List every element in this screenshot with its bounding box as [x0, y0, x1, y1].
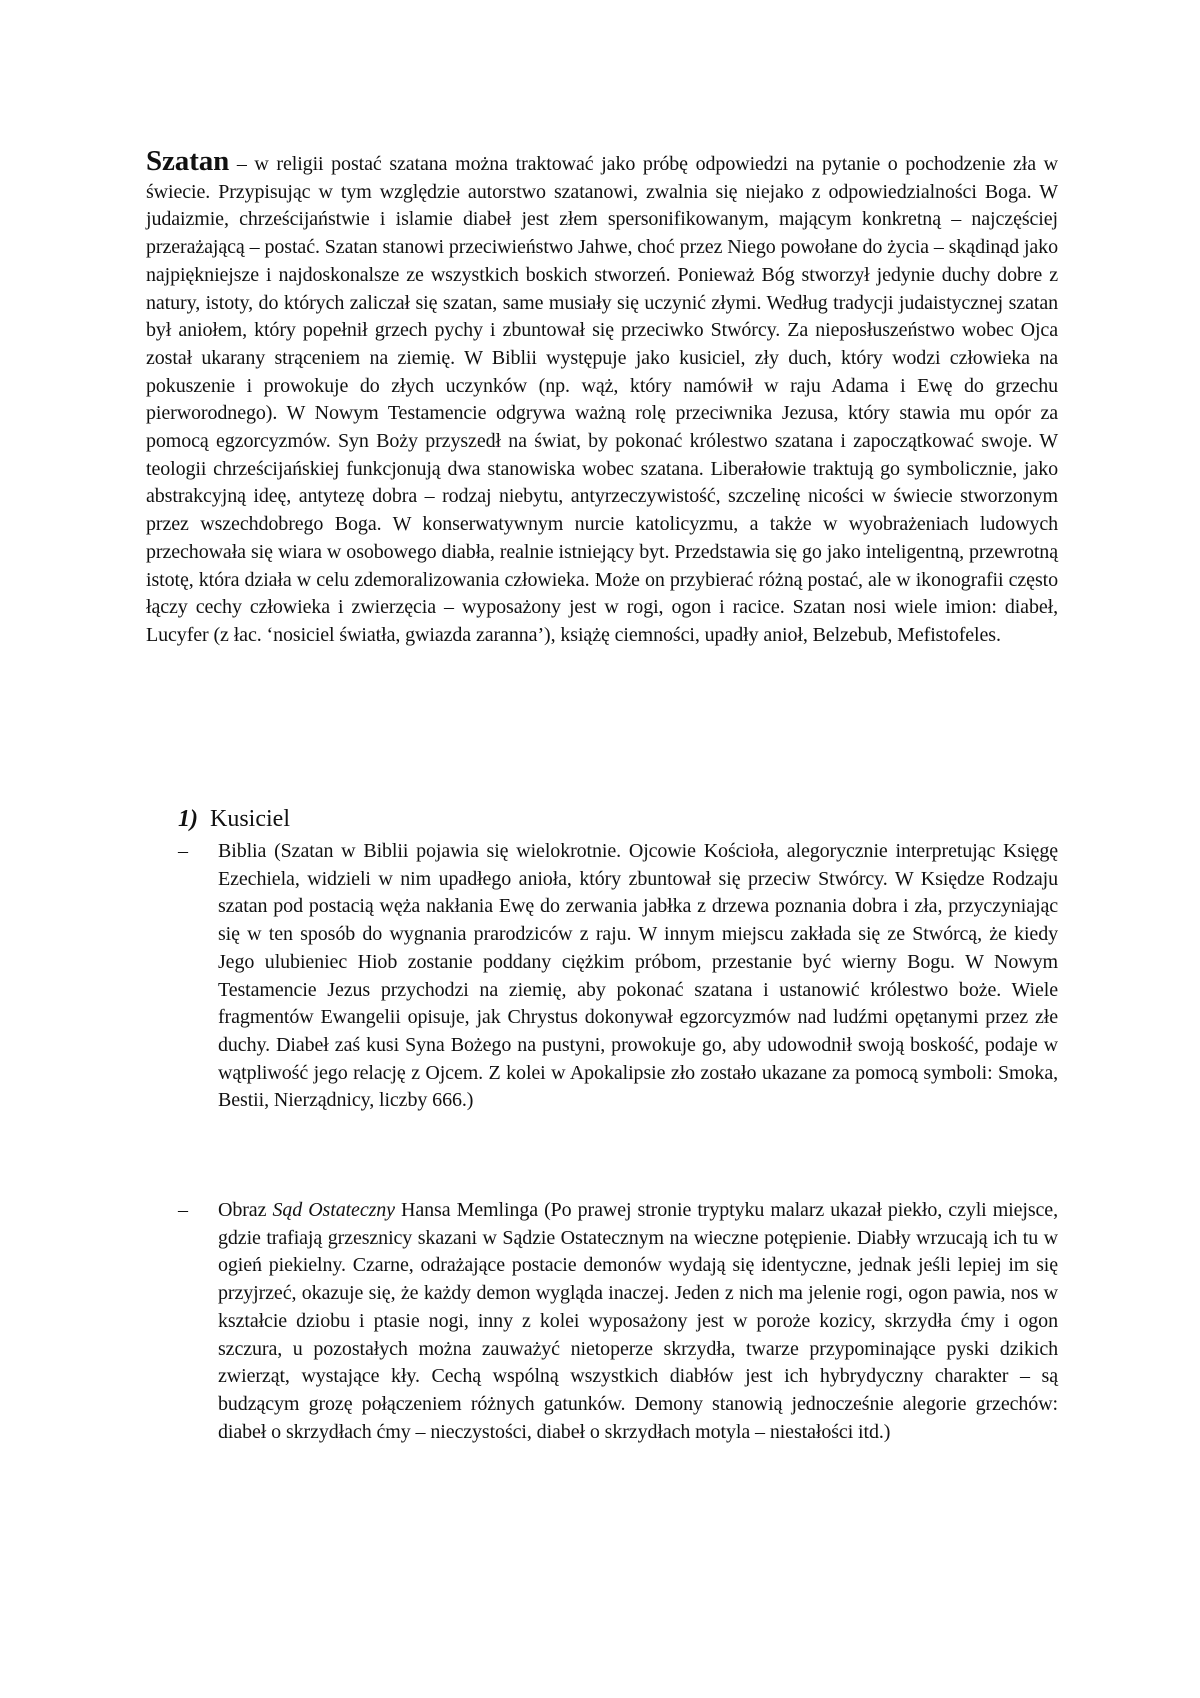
list-bullet: – — [178, 1199, 188, 1221]
list-item-text — [218, 1197, 1058, 1446]
list-item — [178, 1197, 1058, 1446]
term-heading: Szatan — [146, 145, 230, 177]
list-item — [178, 838, 1058, 1115]
list-item-text-after: Hansa Memlinga (Po prawej stronie tryptyku malarz ukazał piekło, czyli miejsce, gdzie trafiają grzesznicy skazani w Sądzie Ostatecznym na wieczne potępienie. Diabły wrzucają ich tu w ogień piekielny. Czarne, odrażające postacie demonów wydają się identyczne, jednak jeśli lepiej im się przyjrzeć, okazuje się, że każdy demon wygląda inaczej. Jeden z nich ma jelenie rogi, ogon pawia, nos w kształcie dziobu i ptasie nogi, inny z kolei wyposażony jest w poroże kozicy, skrzydła ćmy i ogon szczura, u pozostałych można zauważyć nietoperze skrzydła, twarze przypominające pyski dzikich zwierząt, wystające kły. Cechą wspólną wszystkich diabłów jest ich hybrydyczny charakter – są budzącym grozę połączeniem różnych gatunków. Demony stanowią jednocześnie alegorie grzechów: diabeł o skrzydłach ćmy – nieczystości, diabeł o skrzydłach motyla – niestałości itd.) — [218, 1199, 1058, 1443]
section-number: 1) — [178, 806, 198, 832]
painting-title: Sąd Ostateczny — [272, 1199, 395, 1221]
list-item-text: Biblia (Szatan w Biblii pojawia się wielokrotnie. Ojcowie Kościoła, alegorycznie interpretując Księgę Ezechiela, widzieli w nim upadłego anioła, który zbuntował się przeciw Stwórcy. W Księdze Rodzaju szatan pod postacią węża nakłania Ewę do zerwania jabłka z drzewa poznania dobra i zła, przyczyniając się w ten sposób do wygnania prarodziców z raju. W innym miejscu zakłada się ze Stwórcą, że kiedy Jego ulubieniec Hiob zostanie poddany ciężkim próbom, przestanie być wierny Bogu. W Nowym Testamencie Jezus przychodzi na ziemię, aby pokonać szatana i ustanowić królestwo boże. Wiele fragmentów Ewangelii opisuje, jak Chrystus dokonywał egzorcyzmów nad ludźmi opętanymi przez złe duchy. Diabeł zaś kusi Syna Bożego na pustyni, prowokuje go, aby udowodnił swoją boskość, podaje w wątpliwość jego relację z Ojcem. Z kolei w Apokalipsie zło zostało ukazane za pomocą symboli: Smoka, Bestii, Nierządnicy, liczby 666.) — [218, 840, 1058, 1112]
list-bullet: – — [178, 840, 188, 862]
section-heading — [178, 804, 290, 834]
intro-paragraph — [146, 145, 1058, 650]
list-item-text-before: Obraz — [218, 1199, 273, 1221]
intro-text: – w religii postać szatana można traktować jako próbę odpowiedzi na pytanie o pochodzenie zła w świecie. Przypisując w tym względzie autorstwo szatanowi, zwalnia się niejako z odpowiedzialności Boga. W judaizmie, chrześcijaństwie i islamie diabeł jest złem spersonifikowanym, mającym konkretną – najczęściej przerażającą – postać. Szatan stanowi przeciwieństwo Jahwe, choć przez Niego powołane do życia – skądinąd jako najpiękniejsze i najdoskonalsze ze wszystkich boskich stworzeń. Ponieważ Bóg stworzył jedynie duchy dobre z natury, istoty, do których zaliczał się szatan, same musiały się uczynić złymi. Według tradycji judaistycznej szatan był aniołem, który popełnił grzech pychy i zbuntował się przeciwko Stwórcy. Za nieposłuszeństwo wobec Ojca został ukarany strąceniem na ziemię. W Biblii występuje jako kusiciel, zły duch, który wodzi człowieka na pokuszenie i prowokuje do złych uczynków (np. wąż, który namówił w raju Adama i Ewę do grzechu pierworodnego). W Nowym Testamencie odgrywa ważną rolę przeciwnika Jezusa, który stawia mu opór za pomocą egzorcyzmów. Syn Boży przyszedł na świat, by pokonać królestwo szatana i zapoczątkować swoje. W teologii chrześcijańskiej funkcjonują dwa stanowiska wobec szatana. Liberałowie traktują go symbolicznie, jako abstrakcyjną ideę, antytezę dobra – rodzaj niebytu, antyrzeczywistość, szczelinę nicości w świecie stworzonym przez wszechdobrego Boga. W konserwatywnym nurcie katolicyzmu, a także w wyobrażeniach ludowych przechowała się wiara w osobowego diabła, realnie istniejący byt. Przedstawia się go jako inteligentną, przewrotną istotę, która działa w celu zdemoralizowania człowieka. Może on przybierać różną postać, ale w ikonografii często łączy cechy człowieka i zwierzęcia – wyposażony jest w rogi, ogon i racice. Szatan nosi wiele imion: diabeł, Lucyfer (z łac. ‘nosiciel światła, gwiazda zaranna’), książę ciemności, upadły anioł, Belzebub, Mefistofeles. — [146, 153, 1058, 646]
section-title: Kusiciel — [210, 806, 290, 832]
